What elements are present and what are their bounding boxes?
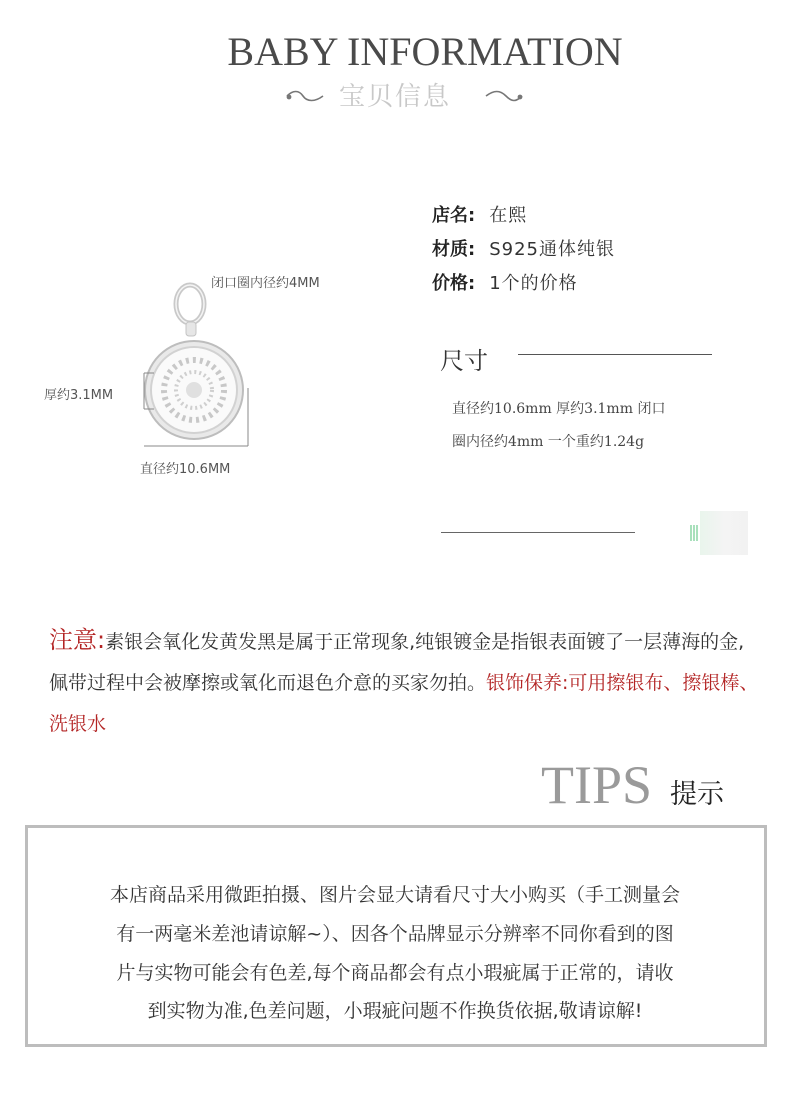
tips-title: TIPS	[541, 755, 653, 815]
care-tip: 银饰保养:可用擦银布、擦银棒、洗银水	[49, 672, 759, 735]
tips-line: 本店商品采用微距拍摄、图片会显大请看尺寸大小购买（手工测量会	[109, 884, 680, 906]
notice-label: 注意:	[49, 626, 106, 654]
page-title: BABY INFORMATION	[227, 29, 623, 74]
info-label: 店名:	[432, 205, 476, 226]
annotation-thickness: 厚约3.1MM	[44, 388, 114, 403]
info-price	[432, 269, 578, 295]
tips-title-cn: 提示	[670, 779, 724, 810]
notice-paragraph	[49, 620, 761, 745]
info-value: 在熙	[489, 205, 528, 226]
tips-line: 片与实物可能会有色差,每个商品都会有点小瑕疵属于正常的，请收	[116, 962, 674, 984]
swirl-right-icon	[484, 88, 524, 104]
size-line-2: 圈内径约4mm 一个重约1.24g	[452, 434, 645, 450]
info-shop	[432, 201, 527, 227]
size-heading: 尺寸	[440, 347, 488, 375]
page-subtitle: 宝贝信息	[338, 82, 451, 112]
notice-body: 素银会氧化发黄发黑是属于正常现象,纯银镀金是指银表面镀了一层薄海的金,佩带过程中会被摩擦或氧化而退色介意的买家勿拍。	[49, 631, 745, 694]
info-value: 1个的价格	[489, 273, 578, 294]
info-label: 材质:	[432, 239, 476, 260]
decoration	[690, 525, 698, 541]
annotation-diameter: 直径约10.6MM	[140, 462, 231, 477]
tips-line: 有一两毫米差池请谅解~）、因各个品牌显示分辨率不同你看到的图	[116, 923, 674, 945]
divider	[441, 532, 635, 533]
pendant-image	[130, 278, 260, 458]
info-label: 价格:	[432, 273, 476, 294]
decoration	[700, 511, 748, 555]
tips-line: 到实物为准,色差问题，小瑕疵问题不作换货依据,敬请谅解!	[147, 1000, 643, 1022]
divider	[518, 354, 712, 355]
info-value: S925通体纯银	[489, 239, 615, 260]
size-line-1: 直径约10.6mm 厚约3.1mm 闭口	[452, 401, 666, 417]
annotation-ring: 闭口圈内径约4MM	[211, 276, 320, 291]
info-material	[432, 235, 615, 261]
